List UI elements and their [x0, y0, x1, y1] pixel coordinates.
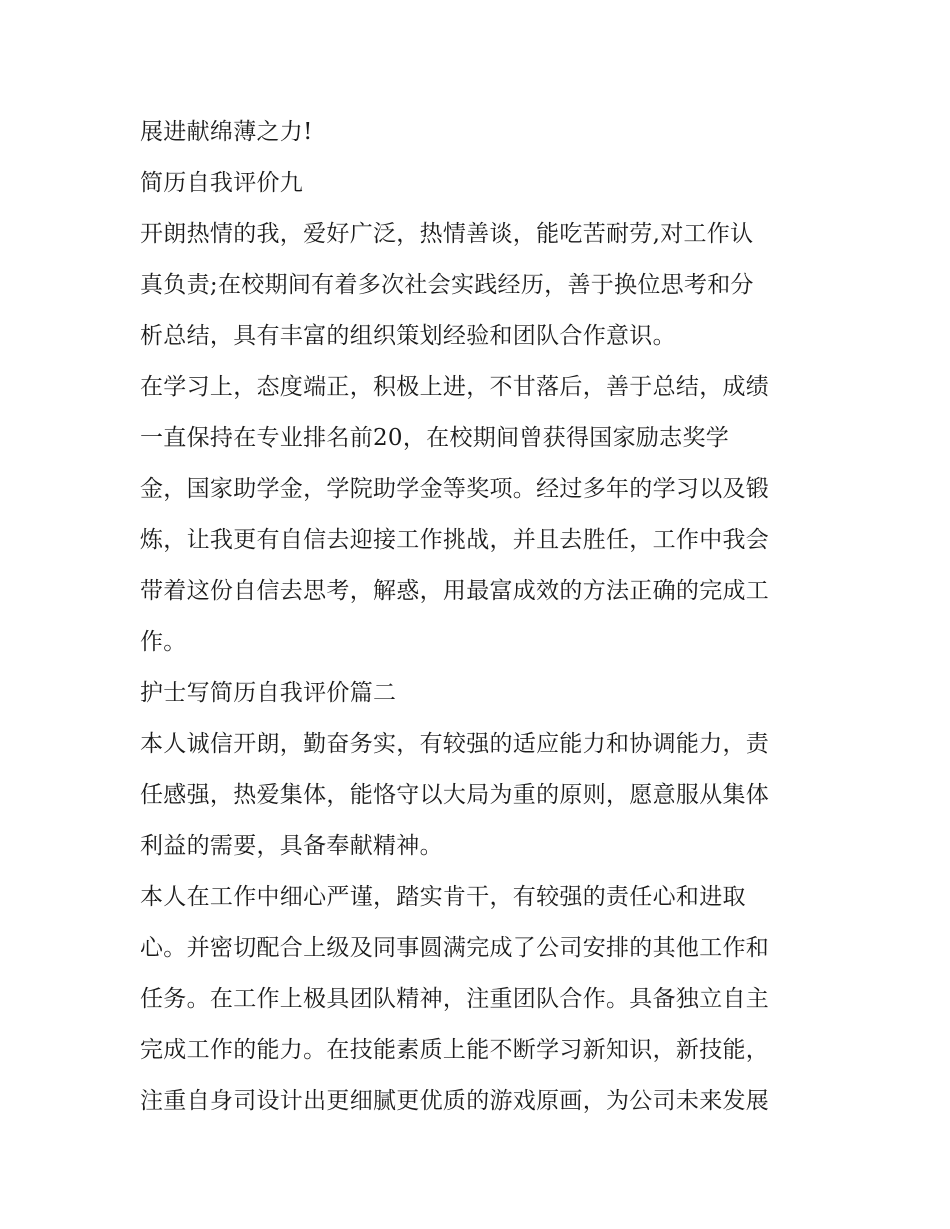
paragraph-line: 注重自身司设计出更细腻更优质的游戏原画，为公司未来发展: [140, 1088, 770, 1114]
paragraph-line: 在学习上，态度端正，积极上进，不甘落后，善于总结，成绩: [140, 374, 770, 400]
paragraph-line: 任感强，热爱集体，能恪守以大局为重的原则，愿意服从集体: [140, 782, 770, 808]
section-heading: 护士写简历自我评价篇二: [140, 680, 397, 706]
text-line-continuation: 展进献绵薄之力!: [140, 119, 313, 145]
paragraph-line: 作。: [140, 629, 187, 655]
paragraph-line: 开朗热情的我，爱好广泛，热情善谈，能吃苦耐劳,对工作认: [140, 221, 754, 247]
paragraph-line: 任务。在工作上极具团队精神，注重团队合作。具备独立自主: [140, 986, 770, 1012]
document-body: [140, 107, 820, 1127]
paragraph-line: 本人诚信开朗，勤奋务实，有较强的适应能力和协调能力，责: [140, 731, 770, 757]
paragraph-line: 本人在工作中细心严谨，踏实肯干，有较强的责任心和进取: [140, 884, 746, 910]
paragraph-line: 心。并密切配合上级及同事圆满完成了公司安排的其他工作和: [140, 935, 770, 961]
paragraph-line: 真负责;在校期间有着多次社会实践经历，善于换位思考和分: [140, 272, 754, 298]
paragraph-line: 利益的需要，具备奉献精神。: [140, 833, 443, 859]
paragraph-line: 金，国家助学金，学院助学金等奖项。经过多年的学习以及锻: [140, 476, 770, 502]
paragraph-line: 析总结，具有丰富的组织策划经验和团队合作意识。: [140, 323, 676, 349]
paragraph-line: 带着这份自信去思考，解惑，用最富成效的方法正确的完成工: [140, 578, 770, 604]
paragraph-line: 完成工作的能力。在技能素质上能不断学习新知识，新技能，: [140, 1037, 770, 1063]
paragraph-line: 一直保持在专业排名前20，在校期间曾获得国家励志奖学: [140, 425, 730, 451]
section-heading: 简历自我评价九: [140, 170, 304, 196]
paragraph-line: 炼，让我更有自信去迎接工作挑战，并且去胜任，工作中我会: [140, 527, 770, 553]
